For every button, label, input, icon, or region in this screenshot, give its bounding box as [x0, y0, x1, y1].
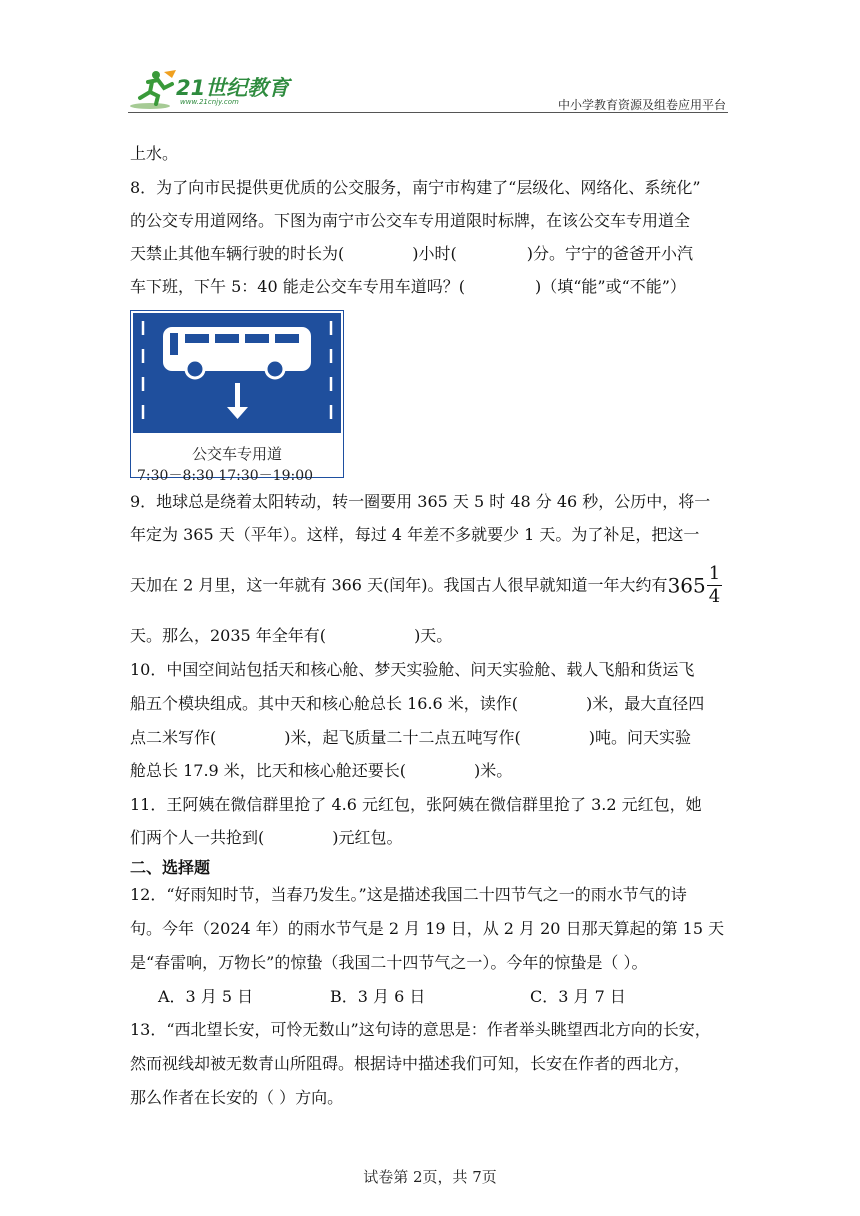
text-segment: )分。宁宁的爸爸开小汽 [526, 244, 693, 263]
question-11-line-1: 11．王阿姨在微信群里抢了 4.6 元红包，张阿姨在微信群里抢了 3.2 元红包，她 [130, 795, 702, 814]
question-9-line-2: 年定为 365 天（平年）。这样，每过 4 年差不多就要少 1 天。为了补足，把这一 [130, 525, 700, 544]
sign-label-panel [133, 435, 341, 484]
question-9-line-1: 9．地球总是绕着太阳转动，转一圈要用 365 天 5 时 48 分 46 秒，公历中，将一 [130, 492, 711, 511]
fraction-numerator: 1 [708, 563, 721, 584]
text-segment: )米。 [474, 761, 513, 780]
text-segment: )天。 [414, 626, 453, 645]
text-segment: )（填“能”或“不能”） [534, 277, 686, 296]
logo-url: www.21cnjy.com [180, 98, 239, 106]
logo-text: 21世纪教育 [176, 76, 290, 100]
text-line: 上水。 [130, 144, 179, 163]
option-a[interactable]: A．3 月 5 日 [158, 987, 254, 1006]
sign-times: 7:30－8:30 17:30－19:00 [137, 468, 314, 484]
question-12-line-1: 12．“好雨知时节，当春乃发生。”这是描述我国二十四节气之一的雨水节气的诗 [130, 885, 687, 904]
question-8-line-4 [130, 277, 686, 297]
question-8-line-1: 8．为了向市民提供更优质的公交服务，南宁市构建了“层级化、网络化、系统化” [130, 178, 701, 197]
fraction-denominator: 4 [708, 586, 721, 607]
question-10-line-3 [130, 728, 691, 748]
question-9-line-3 [130, 560, 722, 610]
text-segment: 天加在 2 月里，这一年就有 366 天(闰年)。我国古人很早就知道一年大约有 [130, 575, 668, 595]
question-12-line-2: 句。今年（2024 年）的雨水节气是 2 月 19 日，从 2 月 20 日那天算起的第 15 天 [130, 919, 725, 938]
text-segment: 天禁止其他车辆行驶的时长为( [130, 244, 345, 263]
text-segment: 天。那么，2035 年全年有( [130, 626, 327, 645]
text-segment: )米，起飞质量二十二点五吨写作( [284, 728, 521, 747]
text-segment: 船五个模块组成。其中天和核心舱总长 16.6 米，读作( [130, 694, 519, 713]
question-9-line-4 [130, 626, 452, 646]
question-8-line-3 [130, 244, 693, 264]
text-segment: 舱总长 17.9 米，比天和核心舱还要长( [130, 761, 407, 780]
text-segment: 们两个人一共抢到( [130, 828, 265, 847]
logo [128, 68, 298, 114]
page-header [128, 68, 728, 116]
text-segment: 车下班，下午 5：40 能走公交车专用车道吗？( [130, 277, 465, 296]
text-segment: 点二米写作( [130, 728, 217, 747]
section-heading: 二、选择题 [130, 858, 211, 877]
question-13-line-2: 然而视线却被无数青山所阻碍。根据诗中描述我们可知，长安在作者的西北方， [130, 1054, 691, 1073]
sign-blue-panel [133, 313, 341, 433]
option-b[interactable]: B．3 月 6 日 [330, 987, 426, 1006]
header-divider [128, 112, 728, 113]
mixed-number-whole: 365 [667, 573, 706, 598]
text-segment: )元红包。 [332, 828, 403, 847]
platform-title: 中小学教育资源及组卷应用平台 [557, 98, 726, 112]
bus-lane-graphic-icon [133, 313, 341, 433]
question-12-line-3: 是“春雷响，万物长”的惊蛰（我国二十四节气之一）。今年的惊蛰是（ ）。 [130, 953, 648, 972]
bus-lane-sign [130, 310, 344, 484]
question-8-line-2: 的公交专用道网络。下图为南宁市公交车专用道限时标牌，在该公交车专用道全 [130, 211, 691, 230]
option-c[interactable]: C．3 月 7 日 [530, 987, 626, 1006]
question-10-line-4 [130, 761, 512, 781]
fraction [707, 563, 722, 608]
text-segment: )吨。问天实验 [588, 728, 691, 747]
text-segment: )小时( [412, 244, 457, 263]
sign-title: 公交车专用道 [191, 445, 282, 463]
text-segment: )米，最大直径四 [586, 694, 705, 713]
question-10-line-2 [130, 694, 704, 714]
question-10-line-1: 10．中国空间站包括天和核心舱、梦天实验舱、问天实验舱、载人飞船和货运飞 [130, 660, 695, 679]
runner-logo-icon [128, 68, 182, 112]
question-13-line-3: 那么作者在长安的（ ）方向。 [130, 1088, 344, 1107]
question-13-line-1: 13．“西北望长安，可怜无数山”这句诗的意思是：作者举头眺望西北方向的长安， [130, 1020, 711, 1039]
question-11-line-2 [130, 828, 403, 848]
page-footer: 试卷第 2页，共 7页 [363, 1168, 497, 1186]
